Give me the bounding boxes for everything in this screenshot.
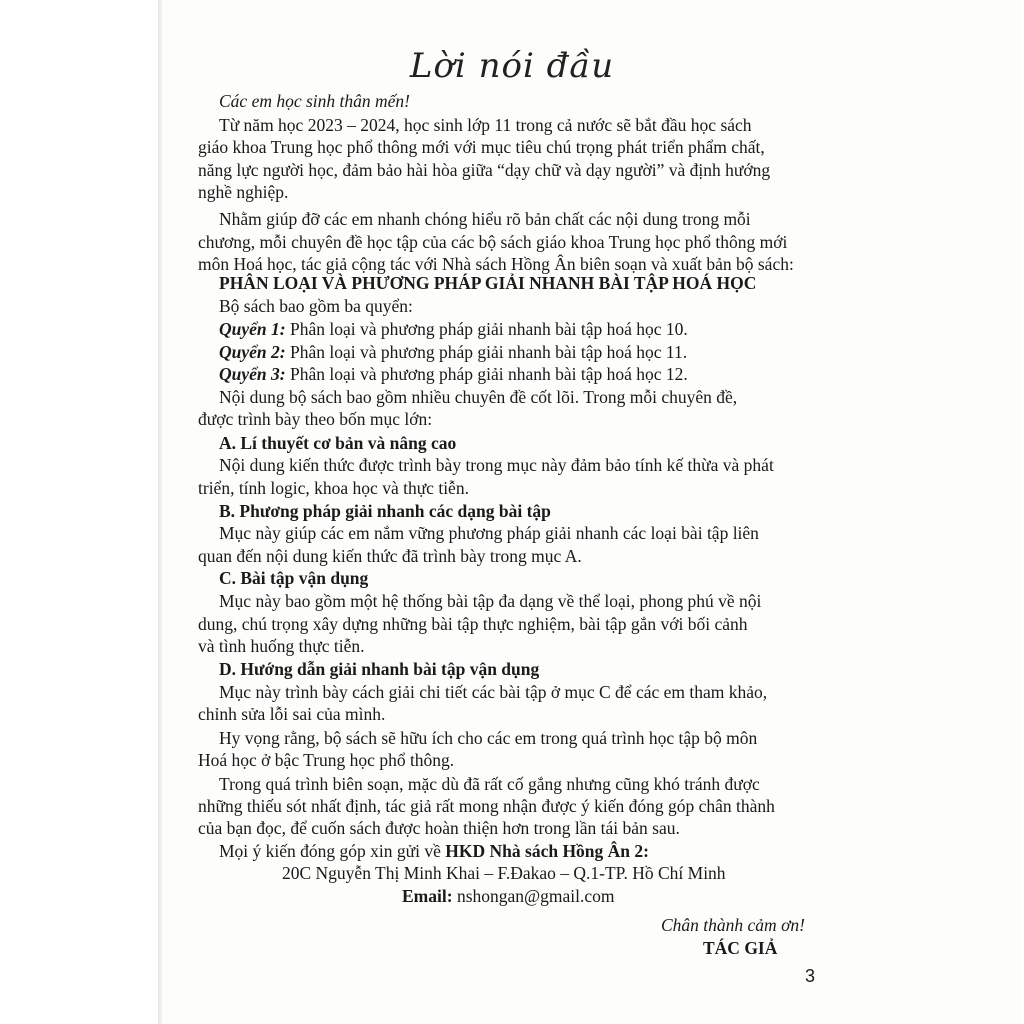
volume-text: Phân loại và phương pháp giải nhanh bài tập hoá học 10. <box>285 319 688 339</box>
volume-label: Quyển 2: <box>219 342 286 362</box>
feedback-line: những thiếu sót nhất định, tác giả rất mong nhận được ý kiến đóng góp chân thành <box>198 796 775 816</box>
contact-name: HKD Nhà sách Hồng Ân 2: <box>445 841 649 861</box>
purpose-line: Nhằm giúp đỡ các em nhanh chóng hiểu rõ bản chất các nội dung trong mỗi <box>219 209 751 229</box>
contact-prefix: Mọi ý kiến đóng góp xin gửi về <box>219 841 446 861</box>
section-line: Mục này trình bày cách giải chi tiết các bài tập ở mục C để các em tham khảo, <box>219 682 768 702</box>
email-label: Email: <box>402 886 453 906</box>
section-line: chỉnh sửa lỗi sai của mình. <box>198 704 386 724</box>
section-line: dung, chú trọng xây dựng những bài tập thực nghiệm, bài tập gắn với bối cảnh <box>198 614 748 634</box>
section-line: triển, tính logic, khoa học và thực tiễn. <box>198 478 469 498</box>
section-heading: B. Phương pháp giải nhanh các dạng bài tập <box>219 501 551 521</box>
section-line: Nội dung kiến thức được trình bày trong mục này đảm bảo tính kế thừa và phát <box>219 455 774 475</box>
closing-thanks: Chân thành cảm ơn! <box>661 915 805 935</box>
section-heading: D. Hướng dẫn giải nhanh bài tập vận dụng <box>219 659 540 679</box>
intro-line: Từ năm học 2023 – 2024, học sinh lớp 11 trong cả nước sẽ bắt đầu học sách <box>219 115 752 135</box>
author-signature: TÁC GIẢ <box>703 938 778 958</box>
section-heading: C. Bài tập vận dụng <box>219 568 369 588</box>
intro-line: nghề nghiệp. <box>198 182 289 202</box>
email-address: nshongan@gmail.com <box>452 886 615 906</box>
feedback-line: Trong quá trình biên soạn, mặc dù đã rất cố gắng nhưng cũng khó tránh được <box>219 774 760 794</box>
intro-line: giáo khoa Trung học phổ thông mới với mục tiêu chú trọng phát triển phẩm chất, <box>198 137 765 157</box>
greeting: Các em học sinh thân mến! <box>219 91 411 111</box>
series-title: PHÂN LOẠI VÀ PHƯƠNG PHÁP GIẢI NHANH BÀI TẬP HOÁ HỌC <box>219 273 757 293</box>
hope-line: Hoá học ở bậc Trung học phổ thông. <box>198 750 455 770</box>
volume-item <box>219 341 687 363</box>
purpose-line: chương, mỗi chuyên đề học tập của các bộ sách giáo khoa Trung học phổ thông mới <box>198 232 788 252</box>
intro-line: năng lực người học, đảm bảo hài hòa giữa “dạy chữ và dạy người” và định hướng <box>198 160 771 180</box>
section-line: Mục này bao gồm một hệ thống bài tập đa dạng về thể loại, phong phú về nội <box>219 591 762 611</box>
contact-line <box>219 840 649 862</box>
hope-line: Hy vọng rằng, bộ sách sẽ hữu ích cho các em trong quá trình học tập bộ môn <box>219 728 758 748</box>
page-number: 3 <box>805 966 816 986</box>
contents-intro-line: Nội dung bộ sách bao gồm nhiều chuyên đề cốt lõi. Trong mỗi chuyên đề, <box>219 387 738 407</box>
section-line: quan đến nội dung kiến thức đã trình bày trong mục A. <box>198 546 582 566</box>
section-line: Mục này giúp các em nắm vững phương pháp giải nhanh các loại bài tập liên <box>219 523 759 543</box>
volume-item <box>219 363 688 385</box>
contact-email-line <box>402 885 615 907</box>
contact-address: 20C Nguyễn Thị Minh Khai – F.Đakao – Q.1-TP. Hồ Chí Minh <box>282 863 726 883</box>
section-heading: A. Lí thuyết cơ bản và nâng cao <box>219 433 457 453</box>
series-intro: Bộ sách bao gồm ba quyển: <box>219 296 413 316</box>
feedback-line: của bạn đọc, để cuốn sách được hoàn thiện hơn trong lần tái bản sau. <box>198 818 680 838</box>
contents-intro-line: được trình bày theo bốn mục lớn: <box>198 409 433 429</box>
volume-text: Phân loại và phương pháp giải nhanh bài tập hoá học 12. <box>285 364 688 384</box>
purpose-line: môn Hoá học, tác giả cộng tác với Nhà sách Hồng Ân biên soạn và xuất bản bộ sách: <box>198 254 794 274</box>
volume-label: Quyển 3: <box>219 364 286 384</box>
page-title: Lời nói đầu <box>409 46 615 86</box>
volume-text: Phân loại và phương pháp giải nhanh bài tập hoá học 11. <box>285 342 688 362</box>
section-line: và tình huống thực tiễn. <box>198 636 365 656</box>
volume-item <box>219 318 688 340</box>
volume-label: Quyển 1: <box>219 319 286 339</box>
